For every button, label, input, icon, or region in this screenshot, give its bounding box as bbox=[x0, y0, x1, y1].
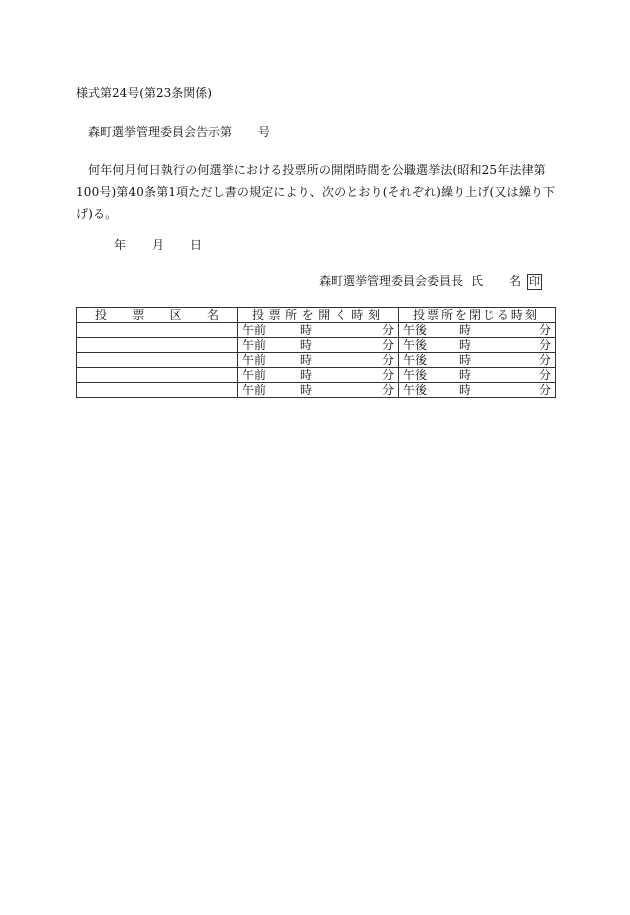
hour-label: 時 bbox=[300, 368, 313, 382]
notice-prefix: 森町選挙管理委員会告示第 bbox=[88, 125, 233, 139]
close-time-cell[interactable] bbox=[399, 383, 556, 398]
hour-label: 時 bbox=[459, 368, 472, 382]
minute-label: 分 bbox=[381, 353, 394, 367]
open-time-cell[interactable] bbox=[238, 368, 399, 383]
hour-label: 時 bbox=[300, 338, 313, 352]
district-cell[interactable] bbox=[77, 353, 238, 368]
notice-suffix: 号 bbox=[258, 125, 271, 139]
header-char: る bbox=[496, 308, 509, 322]
minute-label: 分 bbox=[381, 323, 394, 337]
ampm-label: 午前 bbox=[242, 383, 267, 397]
open-time-cell[interactable] bbox=[238, 338, 399, 353]
district-cell[interactable] bbox=[77, 338, 238, 353]
hour-label: 時 bbox=[459, 338, 472, 352]
header-char: 所 bbox=[440, 308, 453, 322]
header-char: じ bbox=[482, 308, 495, 322]
header-char: 票 bbox=[132, 308, 145, 322]
header-char: く bbox=[334, 308, 347, 322]
ampm-label: 午前 bbox=[242, 323, 267, 337]
hour-label: 時 bbox=[300, 323, 313, 337]
ampm-label: 午後 bbox=[403, 368, 428, 382]
header-char: 名 bbox=[206, 308, 219, 322]
header-char: 刻 bbox=[367, 308, 380, 322]
polling-hours-table bbox=[76, 307, 556, 398]
date-day: 日 bbox=[190, 238, 203, 252]
hour-label: 時 bbox=[459, 383, 472, 397]
header-char: を bbox=[454, 308, 467, 322]
header-char: 所 bbox=[285, 308, 298, 322]
header-char: 時 bbox=[510, 308, 523, 322]
minute-label: 分 bbox=[538, 368, 551, 382]
header-close-time bbox=[399, 308, 556, 323]
seal-mark: 印 bbox=[529, 275, 540, 288]
district-cell[interactable] bbox=[77, 323, 238, 338]
header-char: 票 bbox=[268, 308, 281, 322]
name-label-2: 名 bbox=[508, 274, 521, 288]
hour-label: 時 bbox=[459, 323, 472, 337]
open-time-cell[interactable] bbox=[238, 323, 399, 338]
notice-body-text: 何年何月何日執行の何選挙における投票所の開閉時間を公職選挙法(昭和25年法律第100号)第40条第1項ただし書の規定により、次のとおり(それぞれ)繰り上げ(又は繰り下げ)る。 bbox=[76, 163, 556, 221]
hour-label: 時 bbox=[459, 353, 472, 367]
signature-line bbox=[319, 272, 542, 290]
date-year: 年 bbox=[114, 238, 127, 252]
table-row bbox=[77, 323, 556, 338]
minute-label: 分 bbox=[538, 383, 551, 397]
hour-label: 時 bbox=[300, 383, 313, 397]
header-char: 閉 bbox=[468, 308, 481, 322]
ampm-label: 午後 bbox=[403, 353, 428, 367]
header-char: 刻 bbox=[524, 308, 537, 322]
minute-label: 分 bbox=[381, 383, 394, 397]
minute-label: 分 bbox=[538, 323, 551, 337]
header-char: 時 bbox=[351, 308, 364, 322]
open-time-cell[interactable] bbox=[238, 383, 399, 398]
table-header-row bbox=[77, 308, 556, 323]
signatory-title: 森町選挙管理委員会委員長 bbox=[318, 274, 463, 288]
header-char: 区 bbox=[169, 308, 182, 322]
header-open-time bbox=[238, 308, 399, 323]
header-district bbox=[77, 308, 238, 323]
table-row bbox=[77, 353, 556, 368]
name-label-1: 氏 bbox=[470, 274, 483, 288]
ampm-label: 午前 bbox=[242, 368, 267, 382]
form-number: 様式第24号(第23条関係) bbox=[76, 86, 212, 100]
header-char: 開 bbox=[318, 308, 331, 322]
table-row bbox=[77, 368, 556, 383]
header-char: 投 bbox=[252, 308, 265, 322]
close-time-cell[interactable] bbox=[399, 353, 556, 368]
notice-number-line bbox=[88, 123, 270, 140]
district-cell[interactable] bbox=[77, 368, 238, 383]
ampm-label: 午前 bbox=[242, 338, 267, 352]
minute-label: 分 bbox=[538, 353, 551, 367]
district-cell[interactable] bbox=[77, 383, 238, 398]
open-time-cell[interactable] bbox=[238, 353, 399, 368]
minute-label: 分 bbox=[381, 338, 394, 352]
ampm-label: 午後 bbox=[403, 383, 428, 397]
close-time-cell[interactable] bbox=[399, 368, 556, 383]
close-time-cell[interactable] bbox=[399, 323, 556, 338]
minute-label: 分 bbox=[381, 368, 394, 382]
table-row bbox=[77, 383, 556, 398]
hour-label: 時 bbox=[300, 353, 313, 367]
header-char: 票 bbox=[426, 308, 439, 322]
ampm-label: 午後 bbox=[403, 338, 428, 352]
date-line bbox=[114, 236, 202, 253]
ampm-label: 午後 bbox=[403, 323, 428, 337]
header-char: 投 bbox=[413, 308, 426, 322]
header-char: を bbox=[301, 308, 314, 322]
date-month: 月 bbox=[152, 238, 165, 252]
table-row bbox=[77, 338, 556, 353]
header-char: 投 bbox=[95, 308, 108, 322]
minute-label: 分 bbox=[538, 338, 551, 352]
ampm-label: 午前 bbox=[242, 353, 267, 367]
close-time-cell[interactable] bbox=[399, 338, 556, 353]
